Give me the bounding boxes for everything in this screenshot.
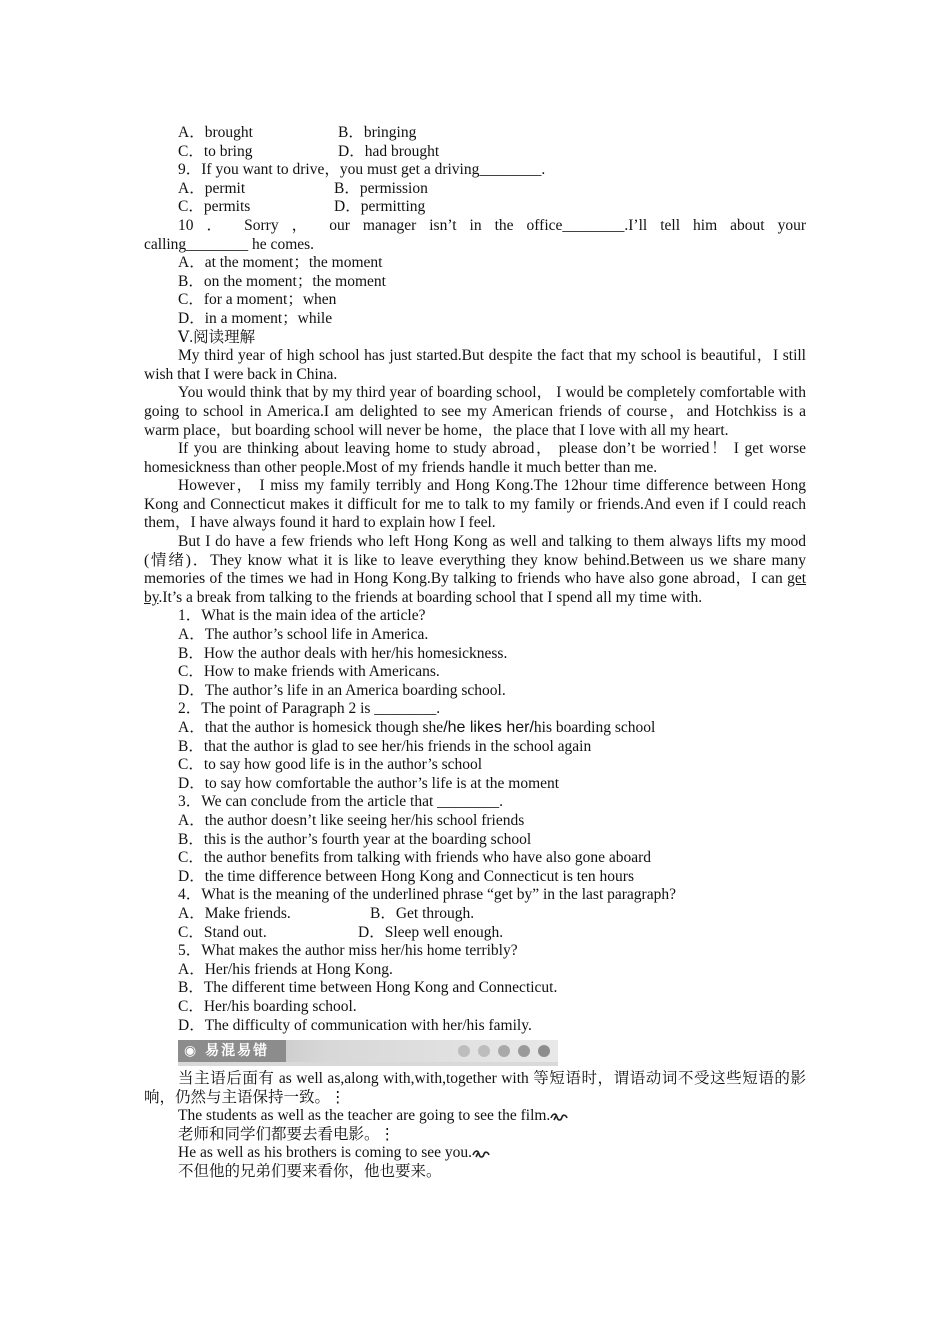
rq4-options-row2 xyxy=(144,924,806,943)
example-1-translation: 老师和同学们都要去看电影。⋮ xyxy=(178,1125,396,1143)
rq2-option-b: B．that the author is glad to see her/his friends in the school again xyxy=(178,737,592,755)
rq4-option-a: A．Make friends. xyxy=(178,904,291,922)
q8-option-b: B．bringing xyxy=(338,124,417,141)
q10-stem-line2: calling________ he comes. xyxy=(144,235,315,253)
rq3-stem: 3．We can conclude from the article that ________. xyxy=(178,793,504,811)
q10-option-d: D．in a moment；while xyxy=(178,309,333,327)
rq4-options-row1 xyxy=(144,905,806,924)
rq3-option-d: D．the time difference between Hong Kong and Connecticut is ten hours xyxy=(178,867,634,885)
p5-text-before: But I do have a few friends who left Hong Kong as well and talking to them always lifts my mood (情绪)．They know what it is like to leave everything they know behind.Between us we share many memories of the times we had in Hong Kong.By talking to friends who have also gone abroad，I can xyxy=(144,533,806,588)
rq1-option-c: C．How to make friends with Americans. xyxy=(178,663,440,681)
banner-dot xyxy=(478,1045,490,1057)
scribble-icon xyxy=(472,1148,490,1160)
q10-stem-line1: 10 ． Sorry ， our manager isn’t in the office________.I’ll tell him about your xyxy=(178,216,806,234)
q9-option-a: A．permit xyxy=(178,179,246,197)
q8-options-row1 xyxy=(144,124,806,143)
example-1 xyxy=(144,1107,806,1126)
q10-option-b: B．on the moment；the moment xyxy=(178,272,386,290)
banner-shadow xyxy=(178,1062,558,1066)
q10-option-a: A．at the moment；the moment xyxy=(178,254,383,272)
rq3-option-a: A．the author doesn’t like seeing her/his school friends xyxy=(178,811,525,829)
banner-dot xyxy=(458,1045,470,1057)
q8-option-d: D．had brought xyxy=(338,142,440,160)
rq4-option-c: C．Stand out. xyxy=(178,923,267,941)
p5-text-after: .It’s a break from talking to the friends at boarding school that I spend all my time with. xyxy=(158,588,703,606)
document-page xyxy=(144,124,806,1182)
q10-option-c: C．for a moment；when xyxy=(178,291,337,309)
q9-options-row1 xyxy=(144,180,806,199)
rq2-option-a-part3: his boarding school xyxy=(533,719,656,736)
banner-dot xyxy=(498,1045,510,1057)
underlined-phrase: get by xyxy=(144,570,806,606)
grammar-rule: 当主语后面有 as well as,along with,with,together with 等短语时，谓语动词不受这些短语的影响，仍然与主语保持一致。⋮ xyxy=(144,1070,806,1106)
rq2-option-a xyxy=(144,719,806,738)
q9-option-c: C．permits xyxy=(178,198,251,216)
rq1-stem: 1．What is the main idea of the article? xyxy=(178,607,426,625)
q9-stem: 9．If you want to drive，you must get a driving________. xyxy=(178,161,546,179)
rq3-option-c: C．the author benefits from talking with friends who have also gone aboard xyxy=(178,849,652,867)
q9-option-d: D．permitting xyxy=(334,198,426,216)
rq5-option-b: B．The different time between Hong Kong and Connecticut. xyxy=(178,979,558,997)
q8-option-a: A．brought xyxy=(178,124,253,141)
rq2-option-a-part2: /he likes her/ xyxy=(443,719,534,736)
rq2-option-a-part1: A．that the author is homesick though she xyxy=(178,719,444,736)
section-title: Ⅴ.阅读理解 xyxy=(178,328,256,346)
rq5-option-a: A．Her/his friends at Hong Kong. xyxy=(178,960,393,978)
rq5-option-d: D．The difficulty of communication with her/his family. xyxy=(178,1016,532,1034)
q8-options-row2 xyxy=(144,143,806,162)
rq4-option-b: B．Get through. xyxy=(370,904,475,922)
example-2-translation: 不但他的兄弟们要来看你，他也要来。 xyxy=(178,1163,442,1181)
example-2 xyxy=(144,1144,806,1163)
rq2-option-d: D．to say how comfortable the author’s life is at the moment xyxy=(178,774,560,792)
passage-paragraph-1: My third year of high school has just started.But despite the fact that my school is beautiful，I still wish that I were back in China. xyxy=(144,347,806,383)
banner-dot xyxy=(518,1045,530,1057)
rq5-stem: 5．What makes the author miss her/his home terribly? xyxy=(178,942,518,960)
example-2-text: He as well as his brothers is coming to see you. xyxy=(178,1144,473,1162)
rq5-option-c: C．Her/his boarding school. xyxy=(178,997,357,1015)
rq1-option-d: D．The author’s life in an America boarding school. xyxy=(178,681,506,699)
rq2-stem: 2．The point of Paragraph 2 is ________. xyxy=(178,700,441,718)
banner-dot xyxy=(538,1045,550,1057)
rq2-option-c: C．to say how good life is in the author’s school xyxy=(178,756,483,774)
example-1-text: The students as well as the teacher are going to see the film. xyxy=(178,1107,551,1125)
banner-title: ◉ 易混易错 xyxy=(178,1040,286,1062)
passage-paragraph-5 xyxy=(144,533,806,607)
banner-dots xyxy=(458,1045,550,1057)
passage-paragraph-4: However， I miss my family terribly and Hong Kong.The 12hour time difference between Hong Kong and Connecticut makes it difficult for me to talk to my family or friends.And even if I could reach them，I have always found it hard to explain how I feel. xyxy=(144,477,806,532)
passage-paragraph-2: You would think that by my third year of boarding school， I would be completely comfortable with going to school in America.I am delighted to see my American friends of course，and Hotchkiss is a warm place，but boarding school will never be home，the place that I love with all my heart. xyxy=(144,384,806,439)
rq1-option-a: A．The author’s school life in America. xyxy=(178,626,429,644)
rq1-option-b: B．How the author deals with her/his homesickness. xyxy=(178,644,508,662)
section-banner xyxy=(178,1040,558,1062)
passage-paragraph-3: If you are thinking about leaving home to study abroad， please don’t be worried！ I get worse homesickness than other people.Most of my friends handle it much better than me. xyxy=(144,440,806,476)
rq3-option-b: B．this is the author’s fourth year at the boarding school xyxy=(178,830,532,848)
q9-option-b: B．permission xyxy=(334,179,428,197)
q8-option-c: C．to bring xyxy=(178,142,253,160)
scribble-icon xyxy=(550,1111,568,1123)
rq4-stem: 4．What is the meaning of the underlined phrase “get by” in the last paragraph? xyxy=(178,886,676,904)
q9-options-row2 xyxy=(144,198,806,217)
rq4-option-d: D．Sleep well enough. xyxy=(358,923,504,941)
